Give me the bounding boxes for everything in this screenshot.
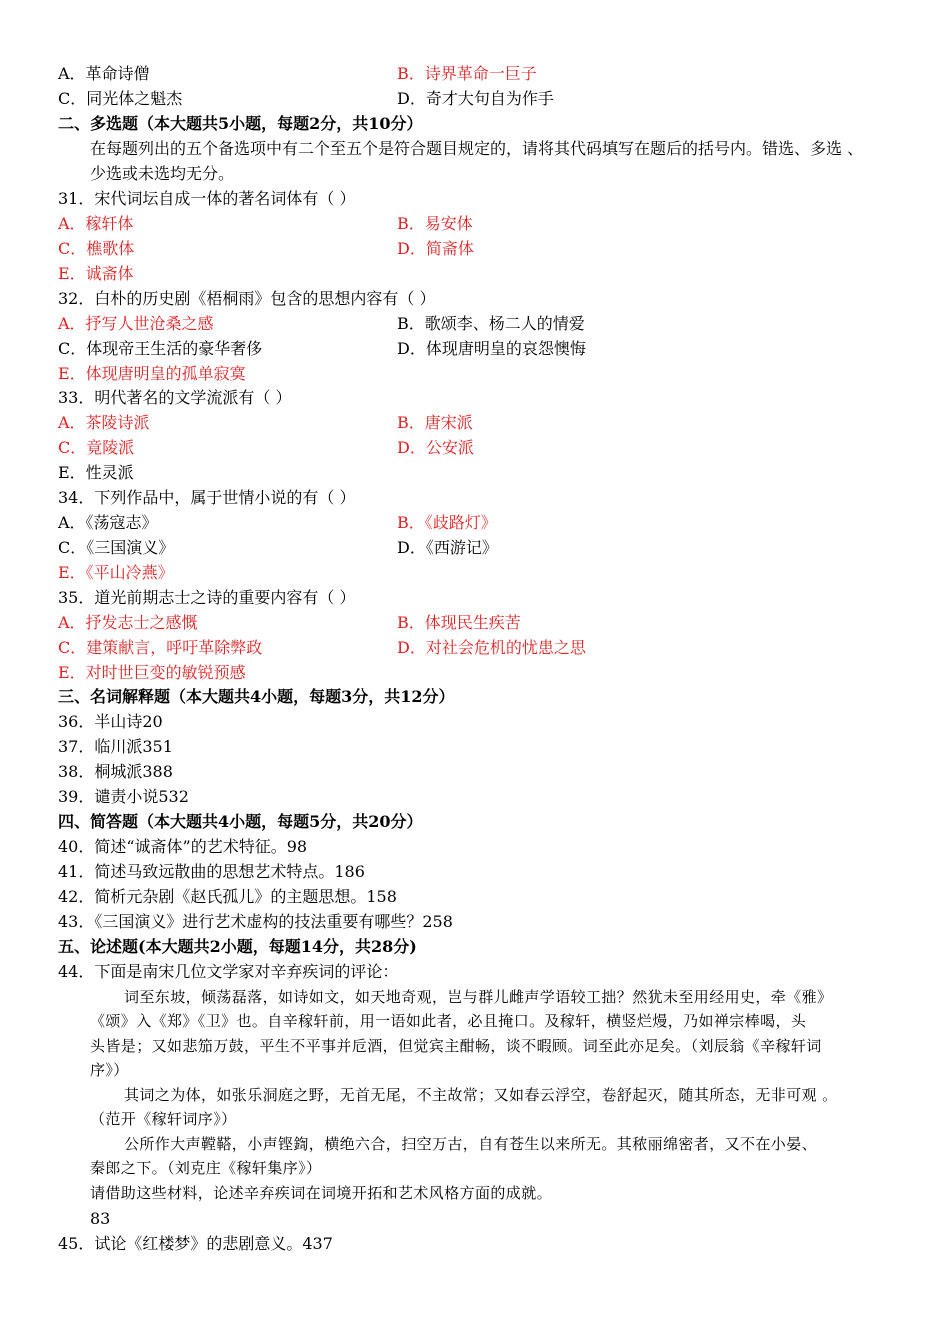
q45-item: 45．试论《红楼梦》的悲剧意义。437 [58,1234,333,1253]
section2-instruction-1: 在每题列出的五个备选项中有二个至五个是符合题目规定的，请将其代码填写在题后的括号内。错选、多选 、 [90,139,864,158]
q31-option-c: C．樵歌体 [58,239,135,258]
q35-option-d: D．对社会危机的忧患之思 [397,638,586,657]
q32-option-a: A．抒写人世沧桑之感 [58,314,214,333]
q34-option-b: B．《歧路灯》 [397,513,497,532]
quote2-line: （范开《稼轩词序》） [90,1110,237,1128]
q32-option-d: D．体现唐明皇的哀怨懊悔 [397,339,586,358]
q32-stem: 32．白朴的历史剧《梧桐雨》包含的思想内容有（ ） [58,289,436,308]
q32-option-e: E．体现唐明皇的孤单寂寞 [58,364,246,383]
quote1-line: 《颂》入《郑》《卫》也。自辛稼轩前，用一语如此者，必且掩口。及稼轩，横竖烂熳，乃如禅宗棒喝，头 [90,1012,807,1030]
section3-heading: 三、名词解释题（本大题共4小题，每题3分，共12分） [58,687,455,706]
quote2-line: 其词之为体，如张乐洞庭之野，无首无尾，不主故常；又如春云浮空，卷舒起灭，随其所态，无非可观 。 [124,1086,838,1104]
quote3-line: 秦郎之下。（刘克庄《稼轩集序》） [90,1159,322,1177]
term-item: 37．临川派351 [58,737,173,756]
q44-task: 请借助这些材料，论述辛弃疾词在词境开拓和艺术风格方面的成就。 [90,1184,553,1202]
q34-option-d: D．《西游记》 [397,538,498,557]
q32-option-c: C．体现帝王生活的豪华奢侈 [58,339,263,358]
term-item: 39．谴责小说532 [58,787,189,806]
section5-heading: 五、论述题(本大题共2小题，每题14分，共28分) [58,937,417,956]
q33-option-e: E．性灵派 [58,463,134,482]
q44-stem: 44．下面是南宋几位文学家对辛弃疾词的评论： [58,962,399,981]
option-b: B．诗界革命一巨子 [397,64,537,83]
q32-option-b: B．歌颂李、杨二人的情爱 [397,314,585,333]
option-c: C．同光体之魁杰 [58,89,183,108]
quote1-line: 词至东坡，倾荡磊落，如诗如文，如天地奇观，岂与群儿雌声学语较工拙？然犹未至用经用史，牵《雅》 [124,988,833,1006]
q33-stem: 33．明代著名的文学流派有（ ） [58,388,292,407]
section2-instruction-2: 少选或未选均无分。 [90,164,235,183]
q35-option-a: A．抒发志士之感慨 [58,613,198,632]
q44-page-number: 83 [90,1209,111,1228]
section4-heading: 四、简答题（本大题共4小题，每题5分，共20分） [58,812,423,831]
quote1-line: 序》） [90,1061,129,1079]
q34-option-c: C．《三国演义》 [58,538,175,557]
q35-option-b: B．体现民生疾苦 [397,613,521,632]
q35-option-e: E．对时世巨变的敏锐预感 [58,663,246,682]
short-answer-item: 41．简述马致远散曲的思想艺术特点。186 [58,862,365,881]
q35-option-c: C．建策献言，呼吁革除弊政 [58,638,263,657]
q33-option-b: B．唐宋派 [397,413,473,432]
quote3-line: 公所作大声鞺鞳，小声铿鍧，横绝六合，扫空万古，自有苍生以来所无。其秾丽绵密者，又不在小晏、 [124,1135,818,1153]
q31-option-e: E．诚斋体 [58,264,134,283]
q33-option-c: C．竟陵派 [58,438,135,457]
short-answer-item: 43．《三国演义》进行艺术虚构的技法重要有哪些？258 [58,912,453,931]
q35-stem: 35．道光前期志士之诗的重要内容有（ ） [58,588,356,607]
q34-option-e: E．《平山冷燕》 [58,563,174,582]
short-answer-item: 40．简述“诚斋体”的艺术特征。98 [58,837,308,856]
q31-option-d: D．简斋体 [397,239,474,258]
q31-option-a: A．稼轩体 [58,214,134,233]
term-item: 36．半山诗20 [58,712,163,731]
q34-stem: 34．下列作品中，属于世情小说的有（ ） [58,488,356,507]
option-a: A．革命诗僧 [58,64,150,83]
term-item: 38．桐城派388 [58,762,173,781]
section2-heading: 二、多选题（本大题共5小题，每题2分，共10分） [58,114,423,133]
q31-option-b: B．易安体 [397,214,473,233]
q33-option-a: A．茶陵诗派 [58,413,150,432]
short-answer-item: 42．简析元杂剧《赵氏孤儿》的主题思想。158 [58,887,397,906]
q31-stem: 31．宋代词坛自成一体的著名词体有（ ） [58,189,356,208]
q34-option-a: A．《荡寇志》 [58,513,158,532]
quote1-line: 头皆是；又如悲笳万鼓，平生不平事并卮酒，但觉宾主酣畅，谈不暇顾。词至此亦足矣。（刘辰翁《辛稼轩词 [90,1037,822,1055]
q33-option-d: D．公安派 [397,438,474,457]
option-d: D．奇才大句自为作手 [397,89,554,108]
